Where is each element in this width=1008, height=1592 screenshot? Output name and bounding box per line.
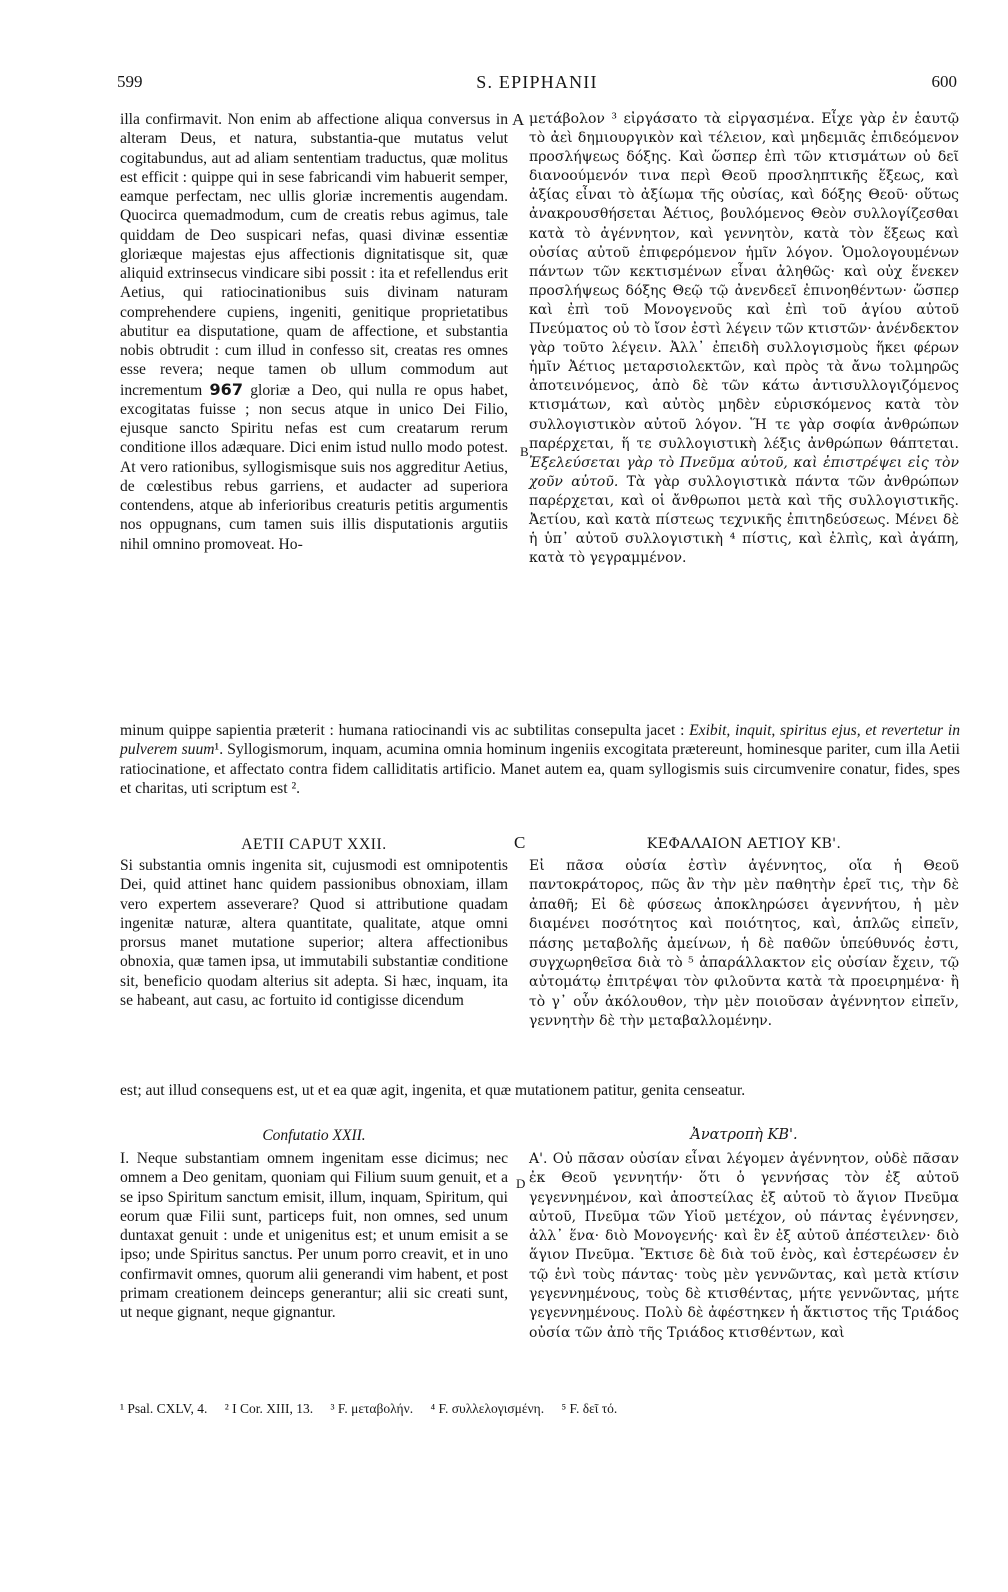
margin-letter-c: C	[514, 833, 526, 852]
greek-confutation-heading: Ἀνατροπὴ ΚΒ'.	[690, 1127, 798, 1143]
footnotes	[120, 1401, 960, 1417]
latin-column-confutation	[120, 1149, 508, 1322]
latin-column-top	[120, 110, 508, 554]
page-title: S. EPIPHANII	[476, 72, 598, 92]
chapter-full-width: est; aut illud consequens est, ut et ea quæ agit, ingenita, et quæ mutationem patitur, genita censeatur.	[120, 1082, 746, 1099]
margin-letter-d: D	[516, 1176, 526, 1191]
latin-text-continued: gloriæ a Deo, qui nulla re opus habet, excogitatas fuisse ; non secus atque in unico Dei Filio, ejusque sancto Spiritu nefas est cum creatarum rerum conditione illos adæquare. Dici enim istud nullo modo potest. At vero rationibus, syllogismisque suis nos aggreditur Aetius, de cœlestibus rebus garriens, et audacter ad superiora contendens, atque ab inferioribus creaturis petitis argumentis nos oppugnans, cum tamen suis illis disputationis argutiis nihil omnino promoveat. Ho-	[120, 381, 508, 553]
greek-column-confutation	[529, 1150, 959, 1343]
greek-column-chapter	[529, 857, 959, 1032]
footnote: ⁵ F. δεῖ τό.	[561, 1401, 618, 1416]
full-width-text-continued: ¹. Syllogismorum, inquam, acumina omnia hominum ingeniis excogitata prætereunt, hominesque pariter, cum illa Aetii ratiocinatione, et affectato contra fidem calliditatis artificio. Manet autem ea, quam syllogismis suis circumvenire conatur, fides, spes et charitas, uti scriptum est ².	[120, 741, 960, 797]
latin-paragraph	[120, 110, 508, 554]
latin-chapter-heading: AETII CAPUT XXII.	[241, 836, 387, 853]
greek-text-end: Τὰ γὰρ συλλογιστικὰ πάντα τῶν ἀνθρώπων παρέρχεται, καὶ οἱ ἄνθρωποι μετὰ καὶ τῆς συλλογιστικῆς. Ἀετίου, καὶ κατὰ πίστεως τεχνικῆς ἐπιτηδεύσεως. Μένει δὲ ἡ ὑπ᾽ αὐτοῦ συλλογιστικὴ ⁴ πίστις, καὶ ἐλπὶς, καὶ ἀγάπη, κατὰ τὸ γεγραμμένον.	[529, 473, 959, 567]
full-width-paragraph	[120, 721, 960, 798]
page-number-left: 599	[117, 72, 143, 91]
latin-text: illa confirmavit. Non enim ab affectione aliqua conversus in alteram Deus, et natura, substantia-que mutatus velut cogitabundus, aut ad aliam sententiam traductus, quæ molitus est efficit : quippe qui in sese fabricandi vim habuerit semper, eamque perfectam, nec ullis gloriæ incrementis augendam. Quocirca quemadmodum, cum de creatis rebus agimus, tale quiddam de Deo suspicari nefas, quasi divinæ essentiæ gloriæque majestas ejus affectionis dignitatisque sit, quæ aliquid extrinsecus vindicare sibi possit : ita et refellendus erit Aetius, qui ratiocinationibus suis divinam naturam comprehendere cupiens, ingeniti, genitique proprietatibus abutitur ea disputatione, quam de affectione, et substantia nobis obtrudit : cum illud in confesso sit, creatas res omnes esse revera; neque tamen ob ullum commodum aut incrementum	[120, 111, 508, 399]
greek-confutation-text: Α'. Οὐ πᾶσαν οὐσίαν εἶναι λέγομεν ἀγέννητον, οὐδὲ πᾶσαν ἐκ Θεοῦ γεννητήν· ὅτι ὁ γεννήσας τὸν ἐξ αὐτοῦ γεγεννημένον, καὶ ἀποστείλας ἐξ αὐτοῦ τὸ ἅγιον Πνεῦμα αὐτοῦ, Πνεῦμα τῶν Υἱοῦ μετέχον, οὐ πάντας ἐγέννησεν, ἀλλ᾽ ἕνα· διὸ Μονογενής· καὶ ἓν ἐξ αὐτοῦ ἀπέστειλεν· διὸ ἅγιον Πνεῦμα. Ἔκτισε δὲ διὰ τοῦ ἑνὸς, καὶ ἐστερέωσεν ἐν τῷ ἑνὶ τοὺς πάντας· τοὺς μὲν γεννῶντας, καὶ μετὰ κτίσιν γεγεννημένους, τοὺς δὲ κτισθέντας, μήτε γεννῶντας, μήτε γεγεννημένους. Πολὺ δὲ ἀφέστηκεν ἡ ἄκτιστος τῆς Τριάδος οὐσία τῶν ἀπὸ τῆς Τριάδος κτισθέντων, καὶ	[529, 1151, 959, 1341]
page-header	[117, 72, 957, 106]
footnote: ² I Cor. XIII, 13.	[224, 1401, 314, 1416]
column-number: 967	[209, 379, 243, 399]
greek-chapter-heading: ΚΕΦΑΛΑΙΟΝ ΑΕΤΙΟΥ ΚΒ'.	[646, 836, 842, 852]
scripture-quote: Exibit, inquit, spiritus ejus, et revertetur in pulverem suum	[120, 722, 960, 759]
footnote: ⁴ F. συλλελογισμένη.	[430, 1401, 545, 1416]
latin-confutation-text: I. Neque substantiam omnem ingenitam esse dicimus; nec omnem a Deo genitam, quoniam qui Filium suum genuit, et a se ipso Spiritum sanctum emisit, illum, inquam, Spiritum, qui eorum quæ Filii sunt, particeps fuit, non omnes, sed unum duntaxat genuit : unde et unigenitus est; et unum emisit a se ipso; unde Spiritus sanctus. Per unum porro creavit, et in uno confirmavit omnes, quorum alii generandi vim habent, et post primam creationem deinceps generantur; alii sic creati sunt, ut neque gignant, neque gignantur.	[120, 1150, 508, 1321]
footnote: ¹ Psal. CXLV, 4.	[120, 1401, 208, 1416]
margin-letter-a: A	[512, 110, 525, 129]
full-width-text: minum quippe sapientia præterit : humana ratiocinandi vis ac subtilitas consepulta jacet :	[120, 722, 685, 739]
footnote: ³ F. μεταβολήν.	[330, 1401, 414, 1416]
margin-letter-b: B	[520, 444, 529, 459]
latin-column-chapter	[120, 856, 508, 1010]
latin-confutation-heading: Confutatio XXII.	[262, 1127, 366, 1144]
greek-chapter-text: Εἰ πᾶσα οὐσία ἐστὶν ἀγέννητος, οἵα ἡ Θεοῦ παντοκράτορος, πῶς ἂν τὴν μὲν παθητὴν ἐρεῖ τις, τὴν δὲ ἀπαθῆ; Εἰ δὲ φύσεως ἀποκληρώσει ἀγεννήτου, ἡ μὲν διαμένει ποσότητος καὶ ποιότητος, καὶ, ἁπλῶς εἰπεῖν, πάσης μεταβολῆς ἀμείνων, ἡ δὲ παθῶν ὑπεύθυνός ἐστι, συγχωρηθεῖσα διὰ τὸ ⁵ ἀπαράλλακτον εἰς οὐσίαν ἔχειν, τῷ αὐτομάτῳ ἐπιτρέψαι τὸν φιλοῦντα κατὰ τὰ προειρημένα· ἢ τὸ γ᾽ οὖν ἀκόλουθον, τὴν μὲν ποιοῦσαν ἀγέννητον εἰπεῖν, γεννητὴν δὲ τὴν μεταβαλλομένην.	[529, 858, 959, 1030]
greek-scripture-quote: Ἐξελεύσεται γὰρ τὸ Πνεῦμα αὐτοῦ, καὶ ἐπιστρέψει εἰς τὸν χοῦν αὐτοῦ.	[529, 454, 959, 490]
greek-paragraph	[529, 110, 959, 568]
page-number-right: 600	[931, 72, 957, 91]
latin-chapter-text: Si substantia omnis ingenita sit, cujusmodi est omnipotentis Dei, quid attinet hanc quidem passionibus obnoxiam, illam vero expertem asseverare? Quod si attributione quadam ingenitæ naturæ, altera quantitate, qualitate, atque omni prorsus manet mutatione superior; altera affectionibus obnoxia, quæ tamen ipsa, ut immutabili substantiæ conditione sit, beneficio quodam alterius sit adepta. Si hæc, inquam, ita se habeant, aut casu, ac fortuito id contigisse dicendum	[120, 857, 508, 1009]
greek-text: μετάβολον ³ εἰργάσατο τὰ εἰργασμένα. Εἶχε γὰρ ἐν ἑαυτῷ τὸ ἀεὶ δημιουργικὸν καὶ τέλειον, καὶ μηδεμιᾶς ἐπιδεόμενον προσλήψεως δόξης. Καὶ ὥσπερ ἐπὶ τῶν κτισμάτων οὐ δεῖ διανοούμενόν τινα περὶ Θεοῦ προσληπτικῆς ἕξεως, καὶ ἀξίας εἶναι τὸ ἀξίωμα τῆς οὐσίας, καὶ δόξης Θεοῦ· οὕτως ἀνακρουσθήσεται Ἀέτιος, βουλόμενος Θεὸν συλλογίζεσθαι κατὰ τὸ ἀγέννητον, καὶ γεννητὸν, κατὰ τὸν ἕξεως καὶ οὐσίας αὐτοῦ ἐπιφερόμενον ἡμῖν λόγον. Ὁμολογουμένων πάντων τῶν κεκτισμένων εἶναι ἀληθῶς· καὶ οὐχ ἕνεκεν προσλήψεως δόξης Θεῷ τῷ ἀνενδεεῖ ἐπινοηθέντων· ὥσπερ καὶ ἐπὶ τοῦ Μονογενοῦς καὶ ἐπὶ τοῦ ἁγίου αὐτοῦ Πνεύματος οὐ τὸ ἴσον ἐστὶ λέγειν τῶν κτιστῶν· ἀνένδεκτον γὰρ τοῦτο λέγειν. Ἀλλ᾽ ἐπειδὴ συλλογισμοὺς ἥκει φέρων ἡμῖν Ἀέτιος μεταρσιολεκτῶν, καὶ πρὸς τὰ ἄνω τολμηρῶς ἀποτεινόμενος, ἀπὸ δὲ τῶν κάτω ἀντισυλλογιζόμενος κτισμάτων, καὶ αὐτὸς μηδὲν εὑρισκόμενος κατὰ τὸν συλλογιστικὸν αὐτοῦ λόγον. Ἥ τε γὰρ σοφία ἀνθρώπων παρέρχεται, ἥ τε συλλογιστικὴ λέξις ἀνθρώπων θάπτεται.	[529, 111, 959, 452]
greek-column-top	[529, 110, 959, 568]
